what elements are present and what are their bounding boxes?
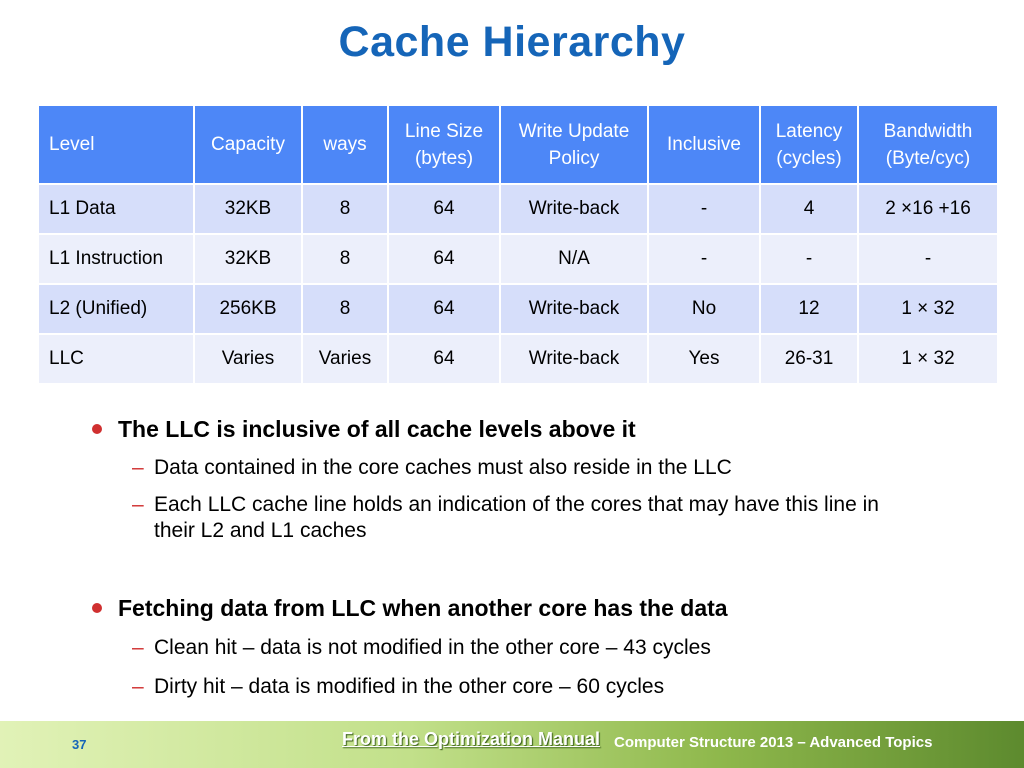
dash-icon: – xyxy=(132,456,144,479)
dash-icon: – xyxy=(132,675,144,698)
header-cell-ways: ways xyxy=(302,105,388,184)
header-cell-write-policy: Write Update Policy xyxy=(500,105,648,184)
table-cell: N/A xyxy=(500,234,648,284)
table-cell: No xyxy=(648,284,760,334)
header-cell-level: Level xyxy=(38,105,194,184)
table-cell: 1 × 32 xyxy=(858,334,998,384)
table-cell: 8 xyxy=(302,184,388,234)
table-cell: 4 xyxy=(760,184,858,234)
table-cell: 2 ×16 +16 xyxy=(858,184,998,234)
source-note: From the Optimization Manual xyxy=(342,729,601,749)
bullet-dot-icon xyxy=(92,603,102,613)
table-row xyxy=(38,184,998,234)
table-cell: Varies xyxy=(302,334,388,384)
table-cell: 256KB xyxy=(194,284,302,334)
table-cell: - xyxy=(760,234,858,284)
table-cell: L1 Instruction xyxy=(38,234,194,284)
slide-title: Cache Hierarchy xyxy=(338,18,686,66)
table-cell: 64 xyxy=(388,234,500,284)
table-cell: Write-back xyxy=(500,334,648,384)
header-cell-bandwidth: Bandwidth (Byte/cyc) xyxy=(858,105,998,184)
table-cell: 1 × 32 xyxy=(858,284,998,334)
table-cell: 8 xyxy=(302,284,388,334)
table-cell: Yes xyxy=(648,334,760,384)
table-cell: 32KB xyxy=(194,184,302,234)
table-header-row xyxy=(38,105,998,184)
header-cell-line-size: Line Size (bytes) xyxy=(388,105,500,184)
slide-number: 37 xyxy=(72,737,87,752)
table-cell: - xyxy=(648,184,760,234)
table-cell: L1 Data xyxy=(38,184,194,234)
table-cell: L2 (Unified) xyxy=(38,284,194,334)
header-cell-latency: Latency (cycles) xyxy=(760,105,858,184)
dash-icon: – xyxy=(132,636,144,659)
table-cell: - xyxy=(648,234,760,284)
table-cell: 12 xyxy=(760,284,858,334)
table-cell: Write-back xyxy=(500,284,648,334)
table-row xyxy=(38,334,998,384)
slide-footer xyxy=(0,721,1024,768)
table-cell: Varies xyxy=(194,334,302,384)
table-cell: Write-back xyxy=(500,184,648,234)
bullet-dot-icon xyxy=(92,424,102,434)
table-cell: 32KB xyxy=(194,234,302,284)
dash-icon: – xyxy=(132,493,144,516)
table-cell: 64 xyxy=(388,184,500,234)
table-cell: 64 xyxy=(388,334,500,384)
table-row xyxy=(38,284,998,334)
table-cell: LLC xyxy=(38,334,194,384)
table-row xyxy=(38,234,998,284)
table-cell: 64 xyxy=(388,284,500,334)
table-cell: - xyxy=(858,234,998,284)
table-cell: 26-31 xyxy=(760,334,858,384)
course-title: Computer Structure 2013 – Advanced Topics xyxy=(614,734,933,751)
header-cell-capacity: Capacity xyxy=(194,105,302,184)
header-cell-inclusive: Inclusive xyxy=(648,105,760,184)
cache-hierarchy-table xyxy=(37,104,999,385)
table-cell: 8 xyxy=(302,234,388,284)
